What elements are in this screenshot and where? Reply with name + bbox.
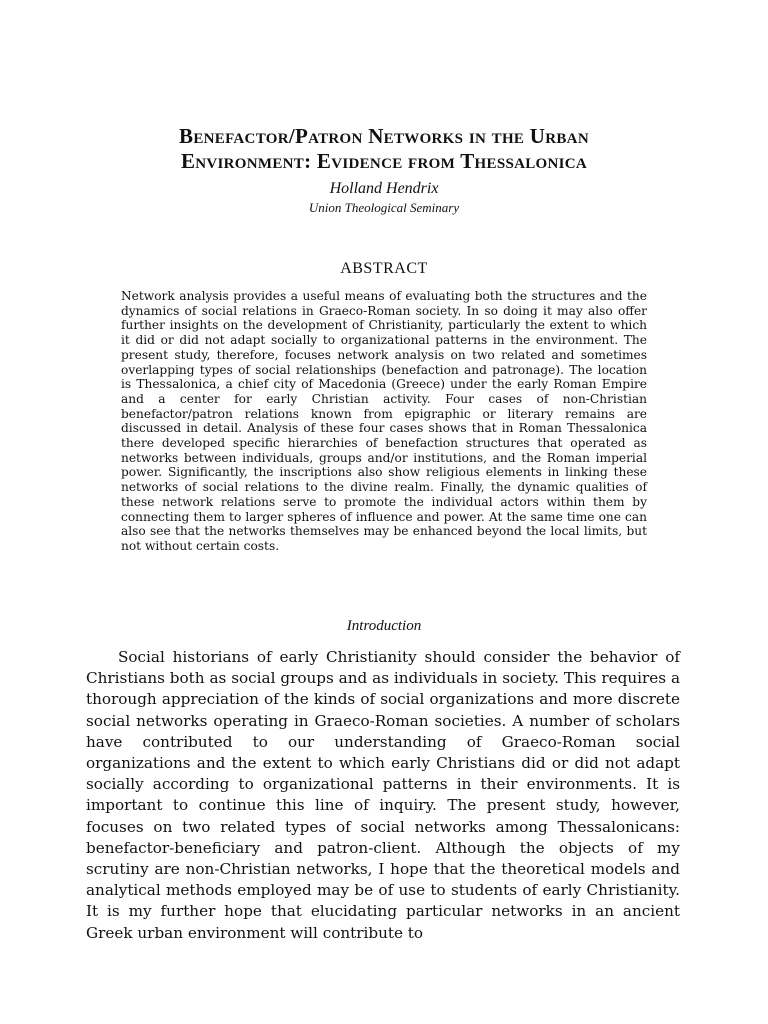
abstract-heading: ABSTRACT [340,260,428,277]
author-name: Holland Hendrix [329,180,439,197]
title-block [0,124,768,217]
author-affiliation: Union Theological Seminary [308,200,460,215]
paper-title-line-2: Environment: Evidence from Thessalonica [180,149,588,173]
paper-title-line-1: Benefactor/Patron Networks in the Urban [179,124,589,148]
introduction-heading: Introduction [346,618,422,634]
introduction-text: Social historians of early Christianity should consider the behavior of Christians both as social groups and as individuals in society. This requires a thorough appreciation of the kinds of social organizations and more discrete social networks operating in Graeco-Roman societies. A number of scholars have contributed to our understanding of Graeco-Roman social organizations and the extent to which early Christians did or did not adapt socially according to organizational patterns in their environments. It is important to continue this line of inquiry. The present study, however, focuses on two related types of social networks among Thessalonicans: benefactor-beneficiary and patron-client. Although the objects of my scrutiny are non-Christian networks, I hope that the theoretical models and analytical methods employed may be of use to students of early Christianity. It is my further hope that elucidating particular networks in an ancient Greek urban environment will contribute to [86,648,680,942]
abstract-text: Network analysis provides a useful means of evaluating both the structures and the dynamics of social relations in Graeco-Roman society. In so doing it may also offer further insights on the development of Christianity, particularly the extent to which it did or did not adapt socially to organizational patterns in the environment. The present study, therefore, focuses network analysis on two related and sometimes overlapping types of social relationships (benefaction and patronage). The location is Thessalonica, a chief city of Macedonia (Greece) under the early Roman Empire and a center for early Christian activity. Four cases of non-Christian benefactor/patron relations known from epigraphic or literary remains are discussed in detail. Analysis of these four cases shows that in Roman Thessalonica there developed specific hierarchies of benefaction structures that operated as networks between individuals, groups and/or institutions, and the Roman imperial power. Significantly, the inscriptions also show religious elements in linking these networks of social relations to the divine realm. Finally, the dynamic qualities of these network relations serve to promote the individual actors within them by connecting them to larger spheres of influence and power. At the same time one can also see that the networks themselves may be enhanced beyond the local limits, but not without certain costs. [121,289,647,553]
